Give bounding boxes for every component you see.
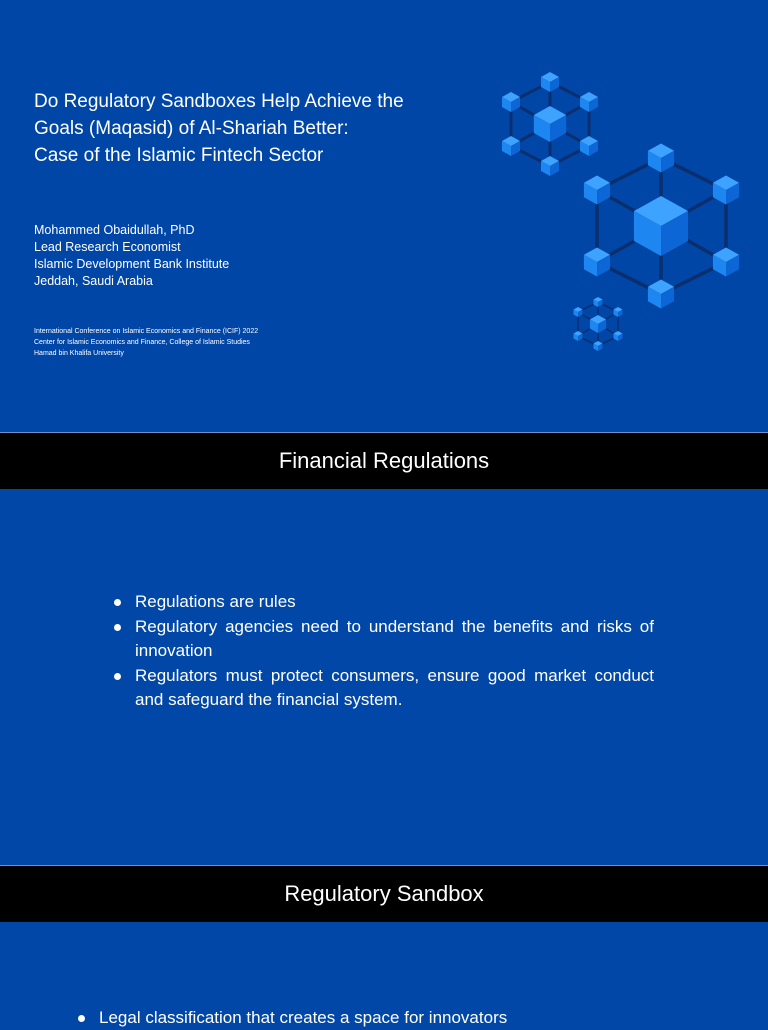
conference-line: Center for Islamic Economics and Finance, College of Islamic Studies: [34, 339, 250, 346]
hexagonal-cube-network-icon: [490, 62, 750, 362]
title-slide: [0, 0, 768, 432]
title-line: Do Regulatory Sandboxes Help Achieve the: [34, 91, 404, 112]
bullet-list: [112, 590, 654, 713]
title-line: Goals (Maqasid) of Al-Shariah Better:: [34, 118, 349, 139]
bullet-item: Regulations are rules: [112, 590, 654, 615]
bullet-item: Legal classification that creates a space for innovators: [76, 1006, 716, 1030]
slide-heading-financial-regulations: [0, 433, 768, 489]
author-block: [34, 222, 229, 290]
slide-heading-regulatory-sandbox: [0, 866, 768, 922]
author-institution: Islamic Development Bank Institute: [34, 257, 230, 271]
title-line: Case of the Islamic Fintech Sector: [34, 145, 324, 166]
conference-line: International Conference on Islamic Economics and Finance (ICIF) 2022: [34, 328, 259, 335]
conference-line: Hamad bin Khalifa University: [34, 350, 124, 357]
slide-heading-text: Regulatory Sandbox: [284, 881, 484, 906]
conference-block: [34, 326, 258, 359]
presentation-title: [34, 88, 474, 169]
slide-heading-text: Financial Regulations: [278, 448, 490, 473]
author-name: Mohammed Obaidullah, PhD: [34, 223, 195, 237]
author-location: Jeddah, Saudi Arabia: [34, 274, 153, 288]
bullet-list: [76, 1006, 716, 1030]
author-position: Lead Research Economist: [34, 240, 181, 254]
bullet-item: Regulators must protect consumers, ensure good market conduct and safeguard the financial system.: [112, 664, 654, 713]
bullet-item: Regulatory agencies need to understand the benefits and risks of innovation: [112, 615, 654, 664]
